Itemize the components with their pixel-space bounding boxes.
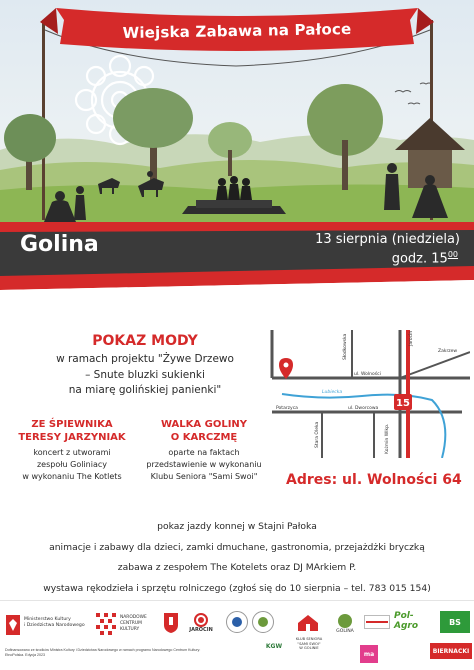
jarocin-rings-icon [192, 613, 210, 627]
street-label: Słodkowska [343, 333, 348, 360]
polagro-logo: Pol-Agro [394, 611, 419, 631]
bs-bank-logo: BS [440, 611, 470, 633]
songbook-line: w wykonaniu The Kotlets [22, 472, 122, 481]
program-item: wystawa rękodzieła i sprzętu rolniczego (zgłoś się do 10 sierpnia – tel. 783 015 154) [43, 582, 431, 594]
songbook-heading: ZE ŚPIEWNIKA [31, 419, 113, 430]
tavern-line: Klubu Seniora "Sami Swoi" [150, 472, 258, 481]
fashion-show-description [20, 352, 270, 399]
jarocin-logo: JAROCIN [184, 609, 218, 637]
songbook-line: zespołu Goliniacy [36, 460, 107, 469]
street-label: Kożmin Wlkp. [385, 423, 390, 454]
pink-square-logo-icon: ma [360, 645, 378, 663]
songbook-heading: TERESY JARZYNIAK [18, 432, 126, 443]
golina-crest-icon [164, 613, 178, 633]
funding-note: Dofinansowano ze środków Ministra Kultury i Dziedzictwa Narodowego w ramach programu Narodowego Centrum Kultury: EtnoPolska. Edycja 2023 [5, 648, 201, 657]
street-label: Potarzyca [276, 406, 298, 411]
program-item: animacje i zabawy dla dzieci, zamki dmuchane, gastronomia, przejażdżki bryczką [49, 541, 425, 553]
kgw-logo: KGW [265, 642, 283, 650]
songbook-text [8, 447, 136, 483]
tavern-line: oparte na faktach [168, 448, 240, 457]
tavern-heading: O KARCZMĘ [170, 432, 238, 443]
eagle-emblem-icon [6, 615, 20, 635]
program-item: pokaz jazdy konnej w Stajni Pałoka [157, 521, 317, 532]
senior-club-logo: KLUB SENIORA "SAMI SWOI" W GOLINIE [295, 637, 323, 651]
event-address: Adres: ul. Wolności 64 [286, 472, 462, 488]
event-time: godz. $15^{00}$ [391, 250, 458, 267]
sponsors-footer [0, 600, 474, 670]
fashion-show-line: w ramach projektu "Żywe Drzewo [56, 353, 234, 365]
tavern-line: przedstawienie w wykonaniu [146, 460, 262, 469]
event-date: 13 sierpnia (niedziela) [315, 232, 460, 247]
program-list [10, 517, 464, 599]
golina-tree-icon [335, 613, 355, 629]
street-label: ul. Dworcowa [348, 406, 379, 411]
fashion-show-line: – Snute bluzki sukienki [85, 368, 205, 381]
fashion-show-title: POKAZ MODY [92, 333, 198, 349]
program-item: zabawa z zespołem The Kotelets oraz DJ MArkiem P. [117, 562, 357, 573]
songbook-line: koncert z utworami [33, 448, 111, 457]
tavern-fight-section [139, 418, 269, 483]
river-label: Lubiecka [322, 390, 343, 395]
street-label: Zakrzew [438, 349, 458, 354]
house-icon [290, 611, 326, 633]
nck-logo: NARODOWE CENTRUM KULTURY [120, 615, 147, 632]
golina-logo: GOLINA [330, 609, 360, 637]
tavern-text [139, 447, 269, 483]
wheat-seal-icon [252, 611, 274, 633]
street-label: Stara Oleka [315, 421, 320, 448]
location-map[interactable] [262, 330, 470, 458]
songbook-section [8, 418, 136, 483]
seal-logo-icon [226, 611, 248, 633]
street-label: ul. Wolności [354, 372, 381, 377]
street-label: Jarocin [409, 330, 414, 346]
illustration-scene [0, 0, 474, 232]
fashion-show-line: na miarę golińskiej panienki" [68, 384, 222, 396]
nck-grid-icon [96, 613, 116, 635]
tavern-heading: WALKA GOLINY [160, 419, 248, 430]
ministry-logo: Ministerstwo Kultury i Dziedzictwa Narodowego [24, 617, 85, 628]
location-pin-icon [279, 358, 293, 379]
folk-pattern-icon [364, 615, 390, 629]
banner-title: Wiejska Zabawa na Pałoce [122, 20, 352, 42]
biernacki-logo: BIERNACKI [430, 643, 472, 659]
route-number: 15 [396, 398, 410, 409]
town-name: Golina [20, 232, 99, 257]
